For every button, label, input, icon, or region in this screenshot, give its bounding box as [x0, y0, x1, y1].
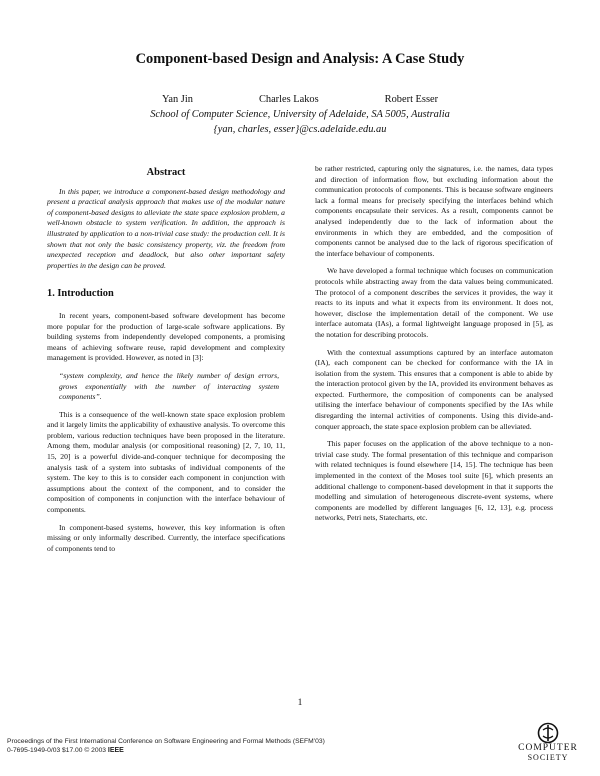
abstract-text: In this paper, we introduce a component-based design methodology and present a practical analysis approach that makes use of the modular nature of component-based designs to alleviate the state space explosion problem, a well-known obstacle to system verification. In addition, the approach is illustrated by application to a non-trivial case study: the production cell. It is shown that not only the basic consistency property, viz. the freedom from unexpected reception and deadlock, but also other important safety properties in the design can be proved. — [47, 186, 285, 270]
abstract-heading: Abstract — [146, 167, 186, 178]
right-column — [315, 164, 553, 531]
paragraph: With the contextual assumptions captured by an interface automaton (IA), each component can be checked for conformance with the IA in isolation from the system. This ensures that a component is able to abide by the interaction protocol given by the IA, provided its environment behaves as expected. Furthermore, the composition of components can be analysed utilising the interface behaviour of components specified by the IAs while disregarding the internal activities of components. Using this divide-and-conquer approach, the state space explosion problem can be alleviated. — [315, 347, 553, 431]
ieee-computer-society-logo-icon — [537, 722, 559, 744]
author-list — [0, 94, 600, 105]
footer-publisher: IEEE — [107, 747, 124, 754]
footer-isbn — [7, 746, 477, 755]
paper-title: Component-based Design and Analysis: A Case Study — [135, 51, 465, 67]
paragraph: This paper focuses on the application of the above technique to a non-trivial case study. The formal presentation of this technique and comparison with related techniques is found elsewhere [14, 15]. The technique has been implemented in the context of the Moses tool suite [6], which presents an additional challenge to component-based development in that it supports the modelling and simulation of heterogeneous discrete-event systems, where components are modelled by different languages [6, 12, 13], e.g. process networks, Petri nets, Statecharts, etc. — [315, 439, 553, 523]
affiliation: School of Computer Science, University of Adelaide, SA 5005, Australia — [150, 109, 450, 120]
computer-society-logo — [502, 722, 594, 770]
page-number: 1 — [297, 698, 303, 708]
author-name: Charles Lakos — [258, 94, 319, 105]
footer-isbn-text: 0-7695-1949-0/03 $17.00 © 2003 — [7, 747, 107, 754]
author-name: Robert Esser — [384, 94, 439, 105]
logo-text-computer: COMPUTER — [518, 743, 578, 753]
page-footer — [7, 737, 477, 755]
paragraph: In recent years, component-based software development has become more popular for the production of large-scale software applications. By building systems from independently developed components, a promising means of achieving software reuse, rapid development and complexity management is provided. However, as noted in [3]: — [47, 310, 285, 363]
paragraph: In component-based systems, however, this key information is often missing or only informally described. Currently, the interface specifications of components tend to — [47, 522, 285, 553]
paragraph: be rather restricted, capturing only the signatures, i.e. the names, data types and direction of information flow, but excluding information about the communication protocols of components. This is because software engineers lack a formal means for precisely specifying the interfaces behind which components encapsulate their services. As a result, components cannot be analysed independently due to the lack of information about the environments in which they are embedded, and the composition of components cannot be analysed due to the lack of rigorous specification of the interface behaviour of components. — [315, 164, 553, 258]
section-heading-introduction: 1. Introduction — [47, 288, 114, 300]
paragraph: We have developed a formal technique which focuses on communication protocols while abstracting away from the data values being communicated. The protocol of a component describes the services it provides, the way it reacts to its inputs and what it expects from its environment. It does not, however, disclose the implementation detail of the component. We use interface automata (IAs), a formal lightweight language proposed in [5], as the notation for describing protocols. — [315, 266, 553, 339]
left-column — [47, 164, 285, 561]
logo-text-society: SOCIETY — [527, 753, 569, 762]
paragraph: This is a consequence of the well-known state space explosion problem and it largely limits the applicability of exhaustive analysis. To overcome this problem, various reduction techniques have been proposed in the literature. Among them, modular analysis (or compositional reasoning) [2, 7, 10, 11, 15, 20] is a powerful divide-and-conquer technique for decomposing the analysis task of a system into subtasks of individual components of the system. The key to this is to consider each component in conjunction with assumptions about the context of the component, and to consider the composition of components in conjunction with the interface behaviour of components. — [47, 409, 285, 515]
author-emails: {yan, charles, esser}@cs.adelaide.edu.au — [213, 124, 387, 135]
block-quote: “system complexity, and hence the likely number of design errors, grows exponentially with the number of interacting system components”. — [59, 370, 279, 402]
footer-proceedings: Proceedings of the First International Conference on Software Engineering and Formal Methods (SEFM’03) — [7, 738, 325, 745]
author-name: Yan Jin — [161, 94, 193, 105]
